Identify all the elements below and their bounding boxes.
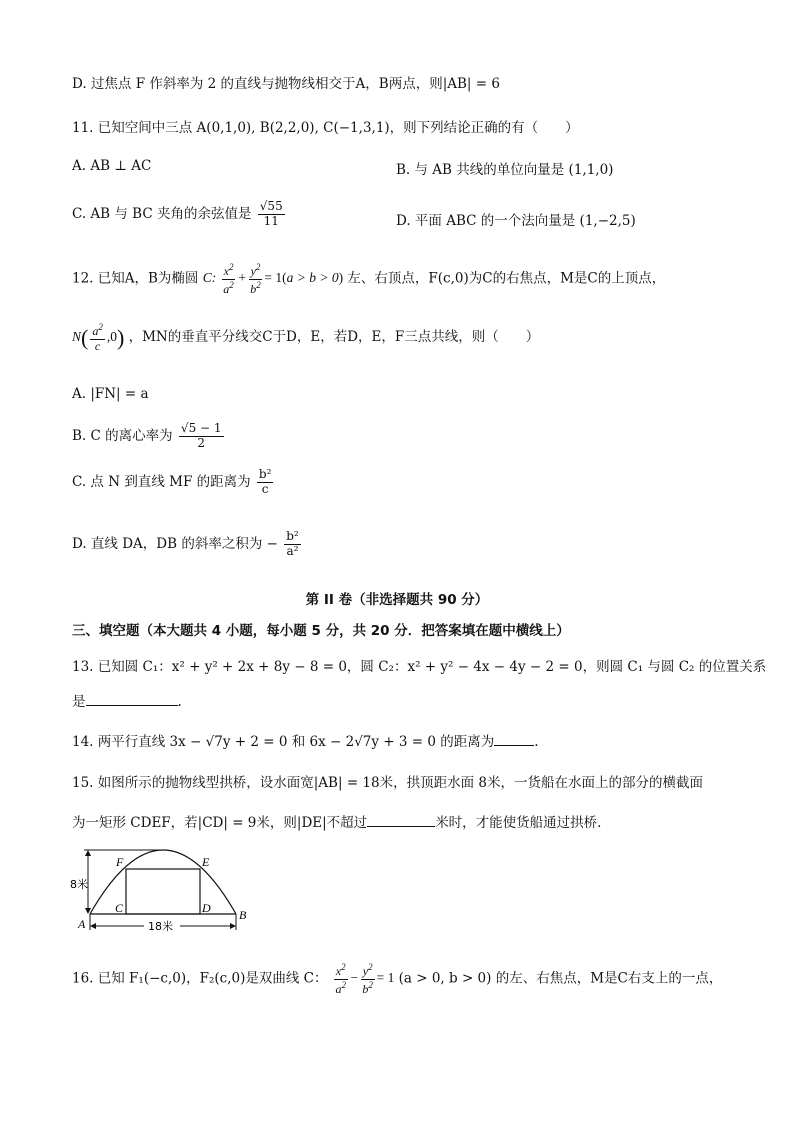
fraction-denominator: 11 xyxy=(263,213,279,228)
q12-option-a: A. |FN| = a xyxy=(72,386,149,402)
q16-text: 16. 已知 F₁(−c,0)，F₂(c,0)是双曲线 C： xyxy=(72,970,328,987)
fraction-denominator: c xyxy=(261,481,269,496)
q10-option-d: D. 过焦点 F 作斜率为 2 的直线与抛物线相交于A，B两点，则|AB| = 6 xyxy=(72,76,500,92)
fraction-numerator: √55 xyxy=(259,199,283,213)
q12-option-c-fraction xyxy=(257,468,274,497)
q12-option-d-fraction xyxy=(284,530,301,559)
label-c: C xyxy=(115,901,124,915)
q15-line2-end: 米时，才能使货船通过拱桥. xyxy=(435,815,602,831)
width-label: 18米 xyxy=(148,920,173,933)
arrow-right-icon xyxy=(230,923,236,929)
q14-text-end: . xyxy=(534,734,539,750)
q12-stem-line2 xyxy=(72,322,539,354)
parabola-arch xyxy=(90,850,236,914)
q12-option-b-fraction xyxy=(179,422,224,451)
part-two-title: 第 II 卷（非选择题共 90 分） xyxy=(305,592,489,608)
label-d: D xyxy=(202,901,211,915)
q12-option-c-text: C. 点 N 到直线 MF 的距离为 xyxy=(72,473,251,490)
q12-option-b xyxy=(72,422,226,451)
q12-option-b-text: B. C 的离心率为 xyxy=(72,427,173,444)
fraction-numerator: b² xyxy=(258,467,272,481)
q16-line xyxy=(72,962,722,997)
rectangle-cdef xyxy=(126,869,200,914)
q12-stem2-post: ，MN的垂直平分线交C于D，E，若D，E，F三点共线，则（ ） xyxy=(128,328,540,345)
q11-option-c-text: C. AB 与 BC 夹角的余弦值是 xyxy=(72,205,252,222)
q12-option-d-text: D. 直线 DA，DB 的斜率之积为 − xyxy=(72,535,278,552)
q13-line2: 是 . xyxy=(72,694,182,710)
answer-blank[interactable] xyxy=(494,745,534,746)
fraction-denominator: 2 xyxy=(197,435,206,450)
q12-option-d xyxy=(72,530,303,559)
q12-stem-line1 xyxy=(72,262,665,297)
ellipse-equation: C: $\frac{x^2}{a^2}$ + $\frac{y^2}{b^2}$ = 1(a > b > 0) xyxy=(202,262,344,296)
fraction-numerator: √5 − 1 xyxy=(180,421,222,435)
arrow-up-icon xyxy=(85,850,91,856)
fraction-denominator: a² xyxy=(286,543,299,558)
q12-stem-pre: 12. 已知A，B为椭圆 xyxy=(72,270,199,287)
q14-line xyxy=(72,730,539,750)
section-three-title: 三、填空题（本大题共 4 小题，每小题 5 分，共 20 分．把答案填在题中横线上） xyxy=(72,623,570,639)
q11-option-a: A. AB ⊥ AC xyxy=(72,158,152,174)
label-f: F xyxy=(116,855,124,869)
hyperbola-equation: $\frac{x^2}{a^2}$ − $\frac{y^2}{b^2}$ = 1 xyxy=(335,962,395,996)
q13-line1: 13. 已知圆 C₁：x² + y² + 2x + 8y − 8 = 0，圆 C₂：x² + y² − 4x − 4y − 2 = 0，则圆 C₁ 与圆 C₂ 的位置关系 xyxy=(72,659,767,675)
q13-line2-text: 是 xyxy=(72,694,86,710)
arch-bridge-figure xyxy=(68,846,258,938)
point-n: N( $\frac{a^2}{c}$ ,0) xyxy=(72,322,125,353)
q11-stem: 11. 已知空间中三点 A(0,1,0), B(2,2,0), C(−1,3,1)，则下列结论正确的有（ ） xyxy=(72,120,579,136)
q16-text-end: (a > 0, b > 0) 的左、右焦点，M是C右支上的一点， xyxy=(398,970,723,987)
q15-line1: 15. 如图所示的抛物线型拱桥，设水面宽|AB| = 18米，拱顶距水面 8米，一货船在水面上的部分的横截面 xyxy=(72,775,703,791)
fraction-numerator: b² xyxy=(286,529,299,543)
q12-stem-post: 左、右顶点，F(c,0)为C的右焦点，M是C的上顶点， xyxy=(347,270,666,287)
q11-option-c-fraction xyxy=(258,200,285,229)
q15-line2 xyxy=(72,811,601,831)
q11-option-b: B. 与 AB 共线的单位向量是 (1,1,0) xyxy=(396,162,614,178)
label-e: E xyxy=(202,855,210,869)
answer-blank[interactable] xyxy=(367,826,435,827)
arrow-left-icon xyxy=(90,923,96,929)
q11-option-d: D. 平面 ABC 的一个法向量是 (1,−2,5) xyxy=(396,213,636,229)
label-b: B xyxy=(239,908,247,922)
label-a: A xyxy=(78,917,86,931)
q12-option-c xyxy=(72,468,275,497)
q15-line2-text: 为一矩形 CDEF，若|CD| = 9米，则|DE|不超过 xyxy=(72,815,368,831)
q11-option-c xyxy=(72,200,287,229)
q14-text: 14. 两平行直线 3x − √7y + 2 = 0 和 6x − 2√7y + 3 = 0 的距离为 xyxy=(72,734,495,750)
answer-blank[interactable] xyxy=(86,705,178,706)
height-label: 8米 xyxy=(70,878,88,891)
